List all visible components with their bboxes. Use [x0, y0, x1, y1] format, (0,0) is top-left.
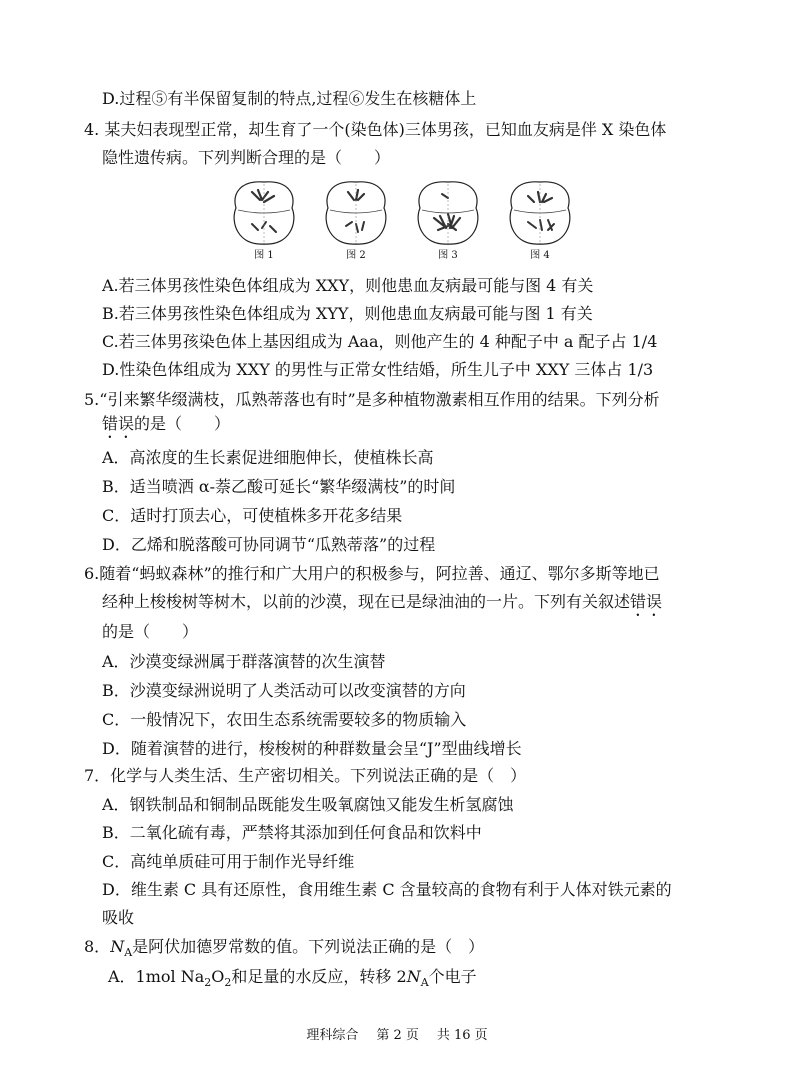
figure-2-caption: 图 2 — [346, 250, 366, 261]
q4-option-d: D.性染色体组成为 XXY 的男性与正常女性结婚，所生儿子中 XXY 三体占 1/3 — [102, 360, 654, 379]
q8-stem — [84, 937, 484, 963]
q8-number: 8． — [84, 937, 111, 956]
q7-option-d-line2: 吸收 — [102, 908, 135, 927]
q8-option-a-sub1: 2 — [204, 976, 212, 990]
q5-stem-line2 — [102, 414, 230, 442]
footer-page: 第 2 页 — [376, 1028, 419, 1043]
q4-option-b: B.若三体男孩性染色体组成为 XYY，则他患血友病最可能与图 1 有关 — [102, 304, 593, 323]
q7-option-d-line1: D．维生素 C 具有还原性，食用维生素 C 含量较高的食物有利于人体对铁元素的 — [102, 880, 672, 899]
q4-option-a: A.若三体男孩性染色体组成为 XXY，则他患血友病最可能与图 4 有关 — [102, 276, 594, 295]
q8-option-a-sub3: A — [420, 976, 429, 990]
q6-stem-line2-text: 经种上梭梭树等树木，以前的沙漠，现在已是绿油油的一片。下列有关叙述 — [102, 592, 631, 611]
q7-option-a: A．钢铁制品和铜制品既能发生吸氧腐蚀又能发生析氢腐蚀 — [102, 795, 514, 814]
q7-option-c: C．高纯单质硅可用于制作光导纤维 — [102, 852, 355, 871]
cell-diagram-4 — [504, 176, 576, 250]
q5-stem-line1: 5.“引来繁华缀满枝，瓜熟蒂落也有时”是多种植物激素相互作用的结果。下列分析 — [84, 390, 660, 409]
q8-na-subscript: A — [124, 946, 133, 960]
q6-option-d: D．随着演替的进行，梭梭树的种群数量会呈“J”型曲线增长 — [102, 739, 522, 758]
q8-option-a-post: 个电子 — [428, 967, 477, 986]
figure-3-caption: 图 3 — [438, 250, 458, 261]
q5-stem-tail: 的是（ ） — [134, 414, 231, 433]
q6-option-a: A．沙漠变绿洲属于群落演替的次生演替 — [102, 652, 386, 671]
q5-option-b: B．适当喷洒 α-萘乙酸可延长“繁华缀满枝”的时间 — [102, 477, 456, 496]
figure-2 — [320, 176, 392, 264]
q4-stem-line1: 4. 某夫妇表现型正常，却生育了一个(染色体)三体男孩，已知血友病是伴 X 染色体 — [84, 120, 667, 139]
q6-stem-line3: 的是（ ） — [102, 622, 199, 641]
q8-stem-text: 是阿伏加德罗常数的值。下列说法正确的是（ ） — [132, 937, 485, 956]
figure-1-caption: 图 1 — [254, 250, 274, 261]
q6-option-c: C．一般情况下，农田生态系统需要较多的物质输入 — [102, 710, 467, 729]
q5-option-c: C．适时打顶去心，可使植株多开花多结果 — [102, 506, 403, 525]
q5-emphasis-wrong: 错误 — [102, 414, 135, 433]
q6-stem-line1: 6.随着“蚂蚁森林”的推行和广大用户的积极参与，阿拉善、通辽、鄂尔多斯等地已 — [84, 564, 660, 583]
figure-4 — [504, 176, 576, 264]
q8-na-symbol: N — [110, 937, 125, 956]
q7-option-b: B．二氧化硫有毒，严禁将其添加到任何食品和饮料中 — [102, 823, 482, 842]
q8-option-a-o: O — [211, 967, 225, 986]
q5-option-a: A．高浓度的生长素促进细胞伸长，使植株长高 — [102, 448, 434, 467]
q8-option-a — [108, 967, 477, 993]
q8-option-a-mid: 和足量的水反应，转移 2 — [231, 967, 407, 986]
q6-stem-line2 — [102, 592, 662, 620]
figure-4-caption: 图 4 — [530, 250, 550, 261]
footer-subject: 理科综合 — [306, 1028, 359, 1043]
q6-option-b: B．沙漠变绿洲说明了人类活动可以改变演替的方向 — [102, 681, 466, 700]
cell-diagram-2 — [320, 176, 392, 250]
page-footer — [0, 1028, 794, 1044]
q4-option-c: C.若三体男孩染色体上基因组成为 Aaa，则他产生的 4 种配子中 a 配子占 1/4 — [102, 332, 658, 351]
q5-option-d: D．乙烯和脱落酸可协同调节“瓜熟蒂落”的过程 — [102, 535, 436, 554]
q8-option-a-sub2: 2 — [224, 976, 232, 990]
footer-total: 共 16 页 — [436, 1028, 488, 1043]
q4-stem-line2: 隐性遗传病。下列判断合理的是（ ） — [102, 148, 391, 167]
figure-3 — [412, 176, 484, 264]
cell-diagram-3 — [412, 176, 484, 250]
figure-1 — [228, 176, 300, 264]
cell-diagram-1 — [228, 176, 300, 250]
q8-option-a-na: N — [406, 967, 421, 986]
q4-figures — [228, 176, 568, 264]
q7-stem: 7．化学与人类生活、生产密切相关。下列说法正确的是（ ） — [84, 766, 527, 785]
q3-option-d: D.过程⑤有半保留复制的特点,过程⑥发生在核糖体上 — [102, 89, 477, 108]
q8-option-a-pre: A．1mol Na — [108, 967, 205, 986]
q6-emphasis-wrong: 错误 — [630, 592, 663, 611]
